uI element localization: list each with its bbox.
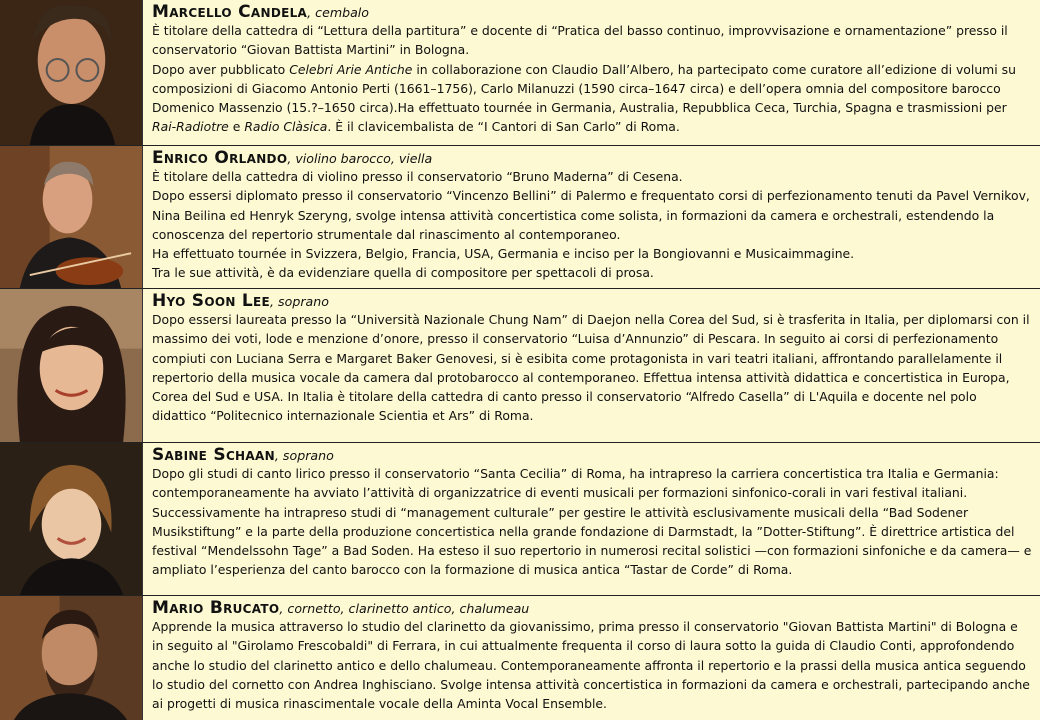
musician-role: , soprano (274, 448, 334, 463)
portrait-photo (0, 443, 143, 595)
italic-title: Rai-Radiotre (152, 119, 229, 135)
bio-text (143, 146, 1040, 288)
italic-title: Radio Clàsica (244, 119, 328, 135)
musician-name: Sabine Schaan (152, 445, 275, 465)
bio-paragraph: Ha effettuato tournée in Svizzera, Belgio, Francia, USA, Germania e inciso per la Bongiovanni e Musicaimmagine. (152, 246, 855, 262)
musician-row (0, 145, 1040, 288)
portrait-photo (0, 289, 143, 442)
musician-name: Marcello Candela (152, 2, 308, 22)
musician-name: Mario Brucato (152, 598, 280, 618)
musician-row (0, 442, 1040, 595)
bio-paragraph: Dopo essersi diplomato presso il conservatorio “Vincenzo Bellini” di Palermo e frequentato corsi di perfezionamento tenuti da Pavel Vernikov, Nina Beilina ed Henryk Szeryng, svolge intensa attività concertistica come solista, in formazioni da camera e orchestrali, estendendo la conoscenza del repertorio strumentale dal rinascimento al contemporaneo. (152, 188, 1030, 242)
portrait-photo (0, 596, 143, 720)
musician-name: Hyo Soon Lee (152, 291, 271, 311)
bio-text (143, 443, 1040, 595)
bio-paragraph: Dopo aver pubblicato Celebri Arie Antiche in collaborazione con Claudio Dall’Albero, ha partecipato come curatore all’edizione di volumi su composizioni di Giacomo Antonio Perti (1661–1756), Carlo Milanuzzi (1590 circa–1647 circa) e dell’opera omnia del compositore barocco Domenico Massenzio (15.?–1650 circa).Ha effettuato tournée in Germania, Australia, Repubblica Ceca, Turchia, Spagna e trasmissioni per Rai-Radiotre e Radio Clàsica. È il clavicembalista de “I Cantori di San Carlo” di Roma. (152, 61, 1016, 135)
musician-role: , soprano (270, 294, 329, 309)
musician-row (0, 0, 1040, 145)
musician-role: , cornetto, clarinetto antico, chalumeau (279, 601, 530, 616)
bio-paragraph: Apprende la musica attraverso lo studio del clarinetto da giovanissimo, prima presso il conservatorio "Giovan Battista Martini" di Bologna e in seguito al "Girolamo Frescobaldi" di Ferrara, in cui attualmente frequenta il corso di laura sotto la guida di Claudio Conti, approfondendo anche lo studio del clarinetto antico e dello chalumeau. Contemporaneamente affronta il repertorio e la prassi della musica antica seguendo lo studio del cornetto con Andrea Inghisciano. Svolge intensa attività concertistica in formazioni da camera e orchestrali, partecipando anche ai progetti di musica rinascimentale vocale della Aminta Vocal Ensemble. (152, 619, 1030, 712)
bio-paragraph: Dopo gli studi di canto lirico presso il conservatorio “Santa Cecilia” di Roma, ha intrapreso la carriera concertistica tra Italia e Germania: contemporaneamente ha avviato l’attività di organizzatrice di eventi musicali per formazioni sinfonico-corali in vari festival italiani. Successivamente ha intrapreso studi di “management culturale” per gestire le attività esclusivamente musicali della “Bad Sodener Musikstiftung” e la parte della produzione concertistica nella grande fondazione di Darmstadt, la ”Dotter-Stiftung”. È direttrice artistica del festival “Mendelssohn Tage” a Bad Soden. Ha esteso il suo repertorio in numerosi recital solistici —con formazioni sinfoniche e da camera— e ampliato l’esperienza del canto barocco con la formazione di musica antica “Tastar de Corde” di Roma. (152, 466, 1032, 578)
musician-role: , violino barocco, viella (287, 151, 433, 166)
musician-row (0, 595, 1040, 720)
bio-text (143, 289, 1040, 442)
bio-paragraph: È titolare della cattedra di violino presso il conservatorio “Bruno Maderna” di Cesena. (152, 169, 683, 184)
portrait-photo (0, 0, 143, 145)
bio-paragraph: Tra le sue attività, è da evidenziare quella di compositore per spettacoli di prosa. (152, 265, 654, 281)
bio-paragraph: È titolare della cattedra di “Lettura della partitura” e docente di “Pratica del basso continuo, improvvisazione e ornamentazione” presso il conservatorio “Giovan Battista Martini” in Bologna. (152, 23, 1008, 58)
musician-row (0, 288, 1040, 442)
portrait-photo (0, 146, 143, 288)
bio-text (143, 596, 1040, 720)
italic-title: Celebri Arie Antiche (289, 61, 413, 77)
musician-name: Enrico Orlando (152, 148, 288, 168)
bio-paragraph: Dopo essersi laureata presso la “Università Nazionale Chung Nam” di Daejon nella Corea del Sud, si è trasferita in Italia, per diplomarsi con il massimo dei voti, lode e menzione d’onore, presso il conservatorio “Luisa d’Annunzio” di Pescara. In seguito ai corsi di perfezionamento compiuti con Luciana Serra e Margaret Baker Genovesi, si è esibita come protagonista in vari teatri italiani, affrontando parallelamente il repertorio della musica vocale da camera dal protobarocco al contemporaneo. Effettua intensa attività didattica e concertistica in Europa, Corea del Sud e USA. In Italia è titolare della cattedra di canto presso il conservatorio “Alfredo Casella” di L'Aquila e docente nel polo didattico “Politecnico internazionale Scientia et Ars” di Roma. (152, 312, 1030, 424)
musician-role: , cembalo (307, 5, 370, 20)
bio-text (143, 0, 1040, 145)
